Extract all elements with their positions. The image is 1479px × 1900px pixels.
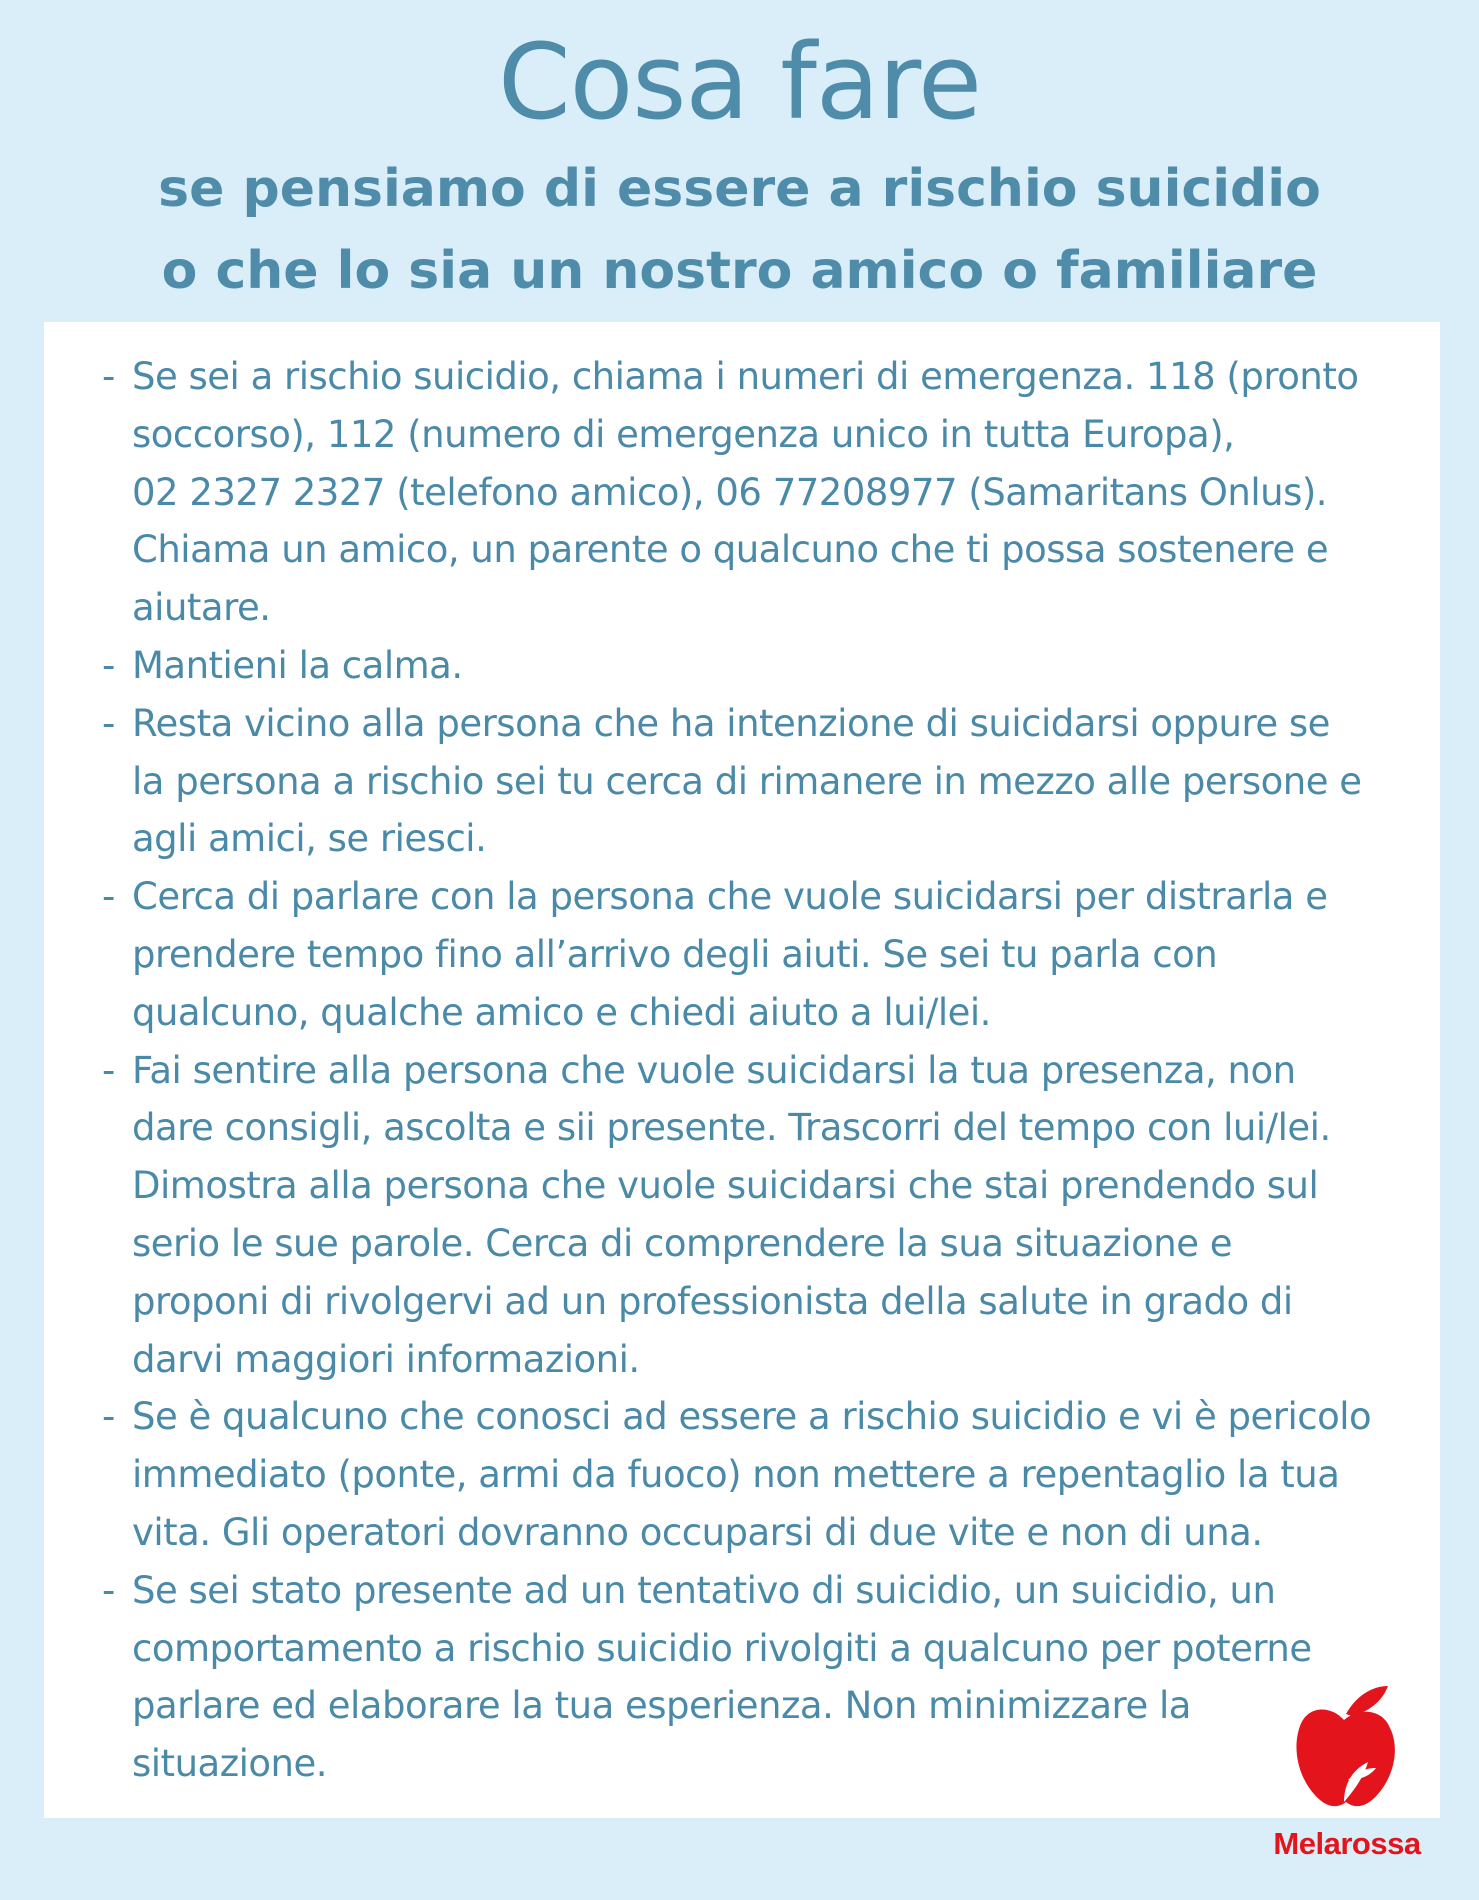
subtitle-line: o che lo sia un nostro amico o familiare [161, 241, 1318, 301]
list-item-line: situazione. [132, 1742, 328, 1786]
list-item-line: immediato (ponte, armi da fuoco) non mettere a repentaglio la tua [132, 1453, 1340, 1497]
bullet-dash: - [102, 701, 115, 745]
list-item-line: proponi di rivolgervi ad un professionista della salute in grado di [132, 1279, 1293, 1323]
list-item-line: aiutare. [132, 586, 271, 630]
bullet-dash: - [102, 1395, 115, 1439]
list-item-line: soccorso), 112 (numero di emergenza unico in tutta Europa), [132, 412, 1235, 456]
list-item-line: Se sei stato presente ad un tentativo di suicidio, un suicidio, un [132, 1568, 1276, 1612]
list-item-line: Se è qualcuno che conosci ad essere a rischio suicidio e vi è pericolo [132, 1395, 1372, 1439]
list-item-line: comportamento a rischio suicidio rivolgiti a qualcuno per poterne [132, 1626, 1312, 1670]
header [0, 0, 1479, 322]
list-item-line: Se sei a rischio suicidio, chiama i numeri di emergenza. 118 (pronto [132, 355, 1359, 398]
list-item [102, 1562, 1432, 1793]
list-item-line: qualcuno, qualche amico e chiedi aiuto a lui/lei. [132, 990, 991, 1034]
list-item-line: Mantieni la calma. [132, 643, 463, 687]
bullet-dash: - [102, 355, 115, 398]
bullet-dash: - [102, 1048, 115, 1092]
apple-icon [1292, 1676, 1400, 1816]
list-item-line: prendere tempo fino all’arrivo degli aiuti. Se sei tu parla con [132, 932, 1218, 976]
bullet-dash: - [102, 1568, 115, 1612]
subtitle-line: se pensiamo di essere a rischio suicidio [158, 159, 1321, 219]
list-item-line: Fai sentire alla persona che vuole suicidarsi la tua presenza, non [132, 1048, 1296, 1092]
advice-list [102, 348, 1432, 1793]
content-card [44, 322, 1440, 1818]
page-subtitle [0, 148, 1479, 312]
list-item-line: serio le sue parole. Cerca di comprendere la sua situazione e [132, 1221, 1232, 1265]
list-item [102, 1042, 1432, 1389]
list-item [102, 348, 1432, 637]
list-item-line: parlare ed elaborare la tua esperienza. Non minimizzare la [132, 1684, 1191, 1728]
list-item-line: Chiama un amico, un parente o qualcuno che ti possa sostenere e [132, 528, 1329, 572]
page-title: Cosa fare [497, 21, 982, 143]
list-item [102, 1388, 1432, 1561]
bullet-dash: - [102, 875, 115, 919]
list-item-line: dare consigli, ascolta e sii presente. Trascorri del tempo con lui/lei. [132, 1106, 1331, 1150]
list-item-line: Dimostra alla persona che vuole suicidarsi che stai prendendo sul [132, 1164, 1319, 1208]
brand-logo [1258, 1676, 1436, 1876]
list-item [102, 868, 1432, 1041]
list-item-line: Cerca di parlare con la persona che vuole suicidarsi per distrarla e [132, 875, 1328, 919]
list-item-line: agli amici, se riesci. [132, 817, 487, 861]
list-item-line: Resta vicino alla persona che ha intenzione di suicidarsi oppure se [132, 701, 1330, 745]
list-item-line: 02 2327 2327 (telefono amico), 06 77208977 (Samaritans Onlus). [132, 470, 1328, 514]
list-item-line: vita. Gli operatori dovranno occuparsi di due vite e non di una. [132, 1510, 1263, 1554]
brand-name: Melarossa [1273, 1826, 1421, 1861]
list-item-line: la persona a rischio sei tu cerca di rimanere in mezzo alle persone e [132, 759, 1362, 803]
list-item [102, 695, 1432, 868]
list-item-line: darvi maggiori informazioni. [132, 1337, 640, 1381]
list-item [102, 637, 1432, 695]
bullet-dash: - [102, 643, 115, 687]
